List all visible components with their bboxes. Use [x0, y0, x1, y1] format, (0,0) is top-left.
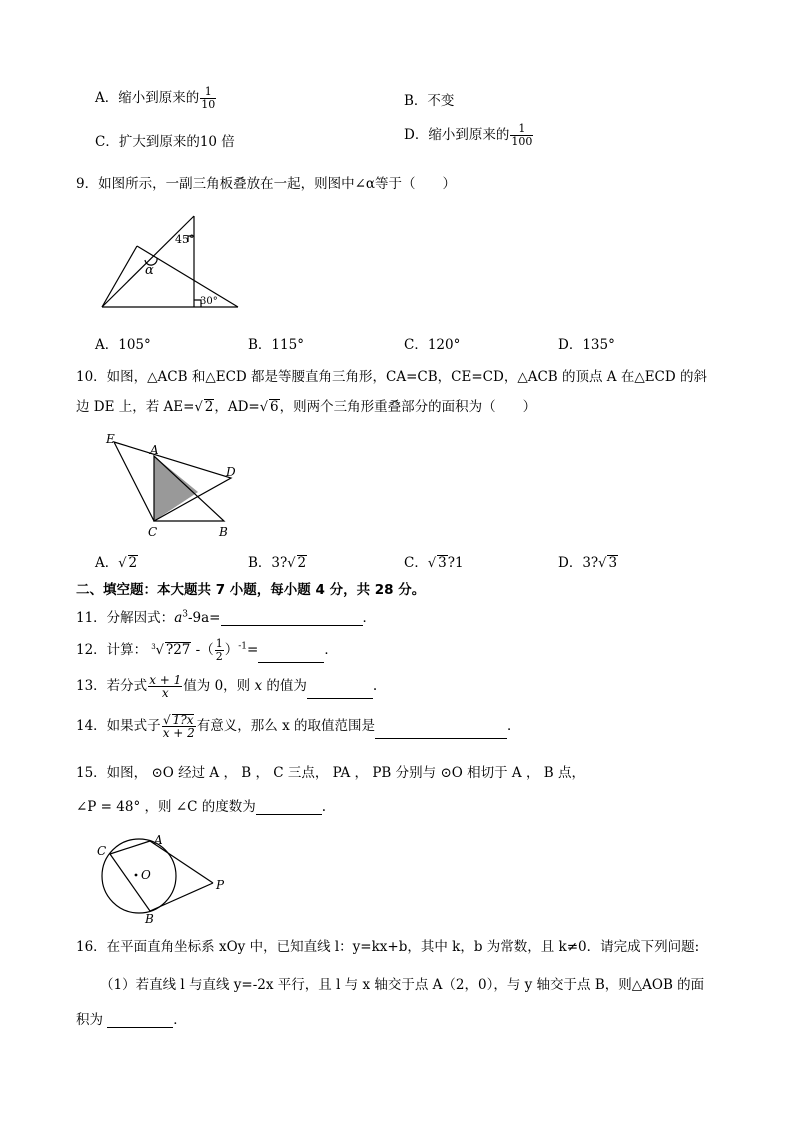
q8-option-d [404, 123, 534, 148]
text: -（ [191, 642, 214, 658]
q10-option-b [248, 551, 307, 571]
answer-blank[interactable] [256, 800, 322, 815]
q8-option-a-text: A．缩小到原来的 [95, 90, 200, 106]
text: 值为 0，则 [183, 678, 255, 694]
q10-stem-line2 [76, 395, 536, 415]
numerator: 1 [200, 86, 216, 99]
text: ∠P = 48° ，则 ∠C 的度数为 [76, 799, 256, 815]
q8-option-d-text: D．缩小到原来的 [404, 127, 510, 143]
text: 有意义，那么 x 的取值范围是 [196, 718, 375, 734]
text: 的值为 [262, 678, 307, 694]
sqrt-icon: √ [427, 556, 437, 571]
section-title: 二、填空题：本大题共 7 小题，每小题 4 分，共 28 分。 [76, 582, 426, 598]
label-45: 45° [175, 233, 195, 246]
label-30: 30° [200, 296, 218, 307]
answer-blank[interactable] [375, 724, 507, 739]
denominator: x + 2 [162, 726, 195, 740]
q12: 12．计算： $^3$√ ?27 -（ $\frac{1}{2}$ ）$^{-1}$= ． [76, 637, 338, 663]
q10-triangle-figure [100, 430, 245, 542]
radicand: 2 [204, 399, 214, 415]
q9-triangle-figure [95, 212, 245, 312]
q15-line2 [76, 795, 326, 815]
label-b: B [219, 525, 228, 539]
text: 12．计算： [76, 642, 148, 658]
q9-option-b: B．115° [248, 337, 304, 353]
answer-blank[interactable] [107, 1013, 173, 1028]
sqrt-icon: √ [259, 400, 269, 415]
center-dot [135, 874, 138, 877]
text: 边 DE 上，若 AE= [76, 399, 195, 415]
sqrt-icon: √ [118, 556, 127, 571]
q14 [76, 714, 520, 739]
label-alpha: α [145, 263, 154, 278]
sqrt-icon: √ [287, 556, 296, 571]
var: a [174, 610, 183, 626]
q9-stem: 9．如图所示，一副三角板叠放在一起，则图中∠α等于（ ） [76, 176, 457, 192]
radicand: ?27 [165, 642, 191, 658]
text: -9a= [187, 610, 221, 626]
q16-line1: 16．在平面直角坐标系 xOy 中，已知直线 l：y=kx+b，其中 k，b 为常数，且 k≠0．请完成下列问题: [76, 939, 700, 955]
exponent: 3 [182, 609, 188, 620]
q16-line2: （1）若直线 l 与直线 y=-2x 平行，且 l 与 x 轴交于点 A（2，0），与 y 轴交于点 B，则△AOB 的面 [100, 977, 705, 993]
label-d: D [226, 465, 236, 479]
radicand: 1?x [172, 713, 194, 727]
chord-cb [110, 854, 150, 911]
text: . [321, 799, 327, 815]
text: B．3? [248, 555, 288, 571]
text: 14．如果式子 [76, 718, 161, 734]
q15-line1: 15．如图， ⊙O 经过 A ， B ， C 三点， PA ， PB 分别与 ⊙O 相切于 A ， B 点， [76, 765, 585, 781]
text: A． [95, 555, 119, 571]
q10-stem-line1: 10．如图，△ACB 和△ECD 都是等腰直角三角形，CA=CB，CE=CD，△ACB 的顶点 A 在△ECD 的斜 [76, 369, 708, 385]
text: ． [324, 642, 338, 658]
sqrt-icon: √ [598, 556, 607, 571]
numerator: 1 [510, 123, 533, 136]
answer-blank[interactable] [258, 648, 324, 663]
label-a: A [150, 443, 159, 457]
text: D．3? [558, 555, 599, 571]
text: 11．分解因式： [76, 610, 175, 626]
cube-root-icon: √ [155, 643, 164, 658]
text: C． [404, 555, 428, 571]
label-e: E [106, 432, 115, 446]
q8-option-c: C．扩大到原来的10 倍 [95, 134, 235, 150]
radicand: 6 [270, 399, 279, 415]
q9-option-a: A．105° [95, 337, 151, 353]
label-b: B [145, 912, 154, 924]
label-p: P [216, 878, 225, 892]
denominator: 10 [201, 98, 216, 111]
text: ． [362, 610, 376, 626]
q15-circle-figure [95, 832, 235, 924]
hypotenuse-45 [102, 216, 194, 307]
fraction [148, 674, 182, 699]
answer-blank[interactable] [307, 684, 373, 699]
radicand: 3 [608, 555, 618, 571]
text: ． [506, 718, 521, 734]
var: x [254, 678, 263, 694]
answer-blank[interactable] [221, 611, 363, 626]
text: ?1 [447, 555, 464, 571]
q8-option-a [95, 86, 217, 111]
q10-option-d [558, 551, 618, 571]
tangent-pa [150, 841, 213, 883]
denominator: 2 [215, 650, 223, 663]
text: ） [224, 642, 239, 658]
fraction [510, 123, 533, 148]
q10-option-c [404, 551, 464, 571]
side-30 [102, 246, 137, 307]
text: = [247, 642, 259, 658]
text: ，AD= [214, 399, 260, 415]
q9-option-d: D．135° [558, 337, 615, 353]
denominator: x [161, 686, 169, 700]
label-c: C [148, 525, 158, 539]
numerator: x + 1 [149, 673, 182, 687]
q13 [76, 674, 377, 699]
text: 积为 [76, 1012, 108, 1028]
fraction [200, 86, 216, 111]
circle-o [102, 839, 176, 913]
label-c: C [97, 844, 107, 858]
sqrt-icon: √ [162, 713, 171, 727]
fraction [215, 638, 224, 663]
radicand: 2 [297, 555, 307, 571]
radicand: 2 [128, 555, 138, 571]
q11 [76, 606, 376, 626]
tangent-pb [150, 883, 213, 911]
radicand: 3 [438, 555, 447, 571]
text: ，则两个三角形重叠部分的面积为（ ） [279, 399, 537, 415]
q8-option-b: B．不变 [404, 93, 455, 109]
text: . [372, 678, 378, 694]
text: 13．若分式 [76, 678, 148, 694]
numerator: 1 [215, 637, 223, 650]
sqrt-icon: √ [194, 400, 203, 415]
q10-option-a [95, 551, 138, 571]
fraction [162, 714, 196, 739]
q16-line3 [76, 1008, 187, 1028]
q9-option-c: C．120° [404, 337, 461, 353]
denominator: 100 [511, 135, 533, 148]
exponent: -1 [238, 641, 248, 652]
label-o: O [141, 868, 151, 882]
text: ． [173, 1012, 187, 1028]
label-a: A [154, 833, 163, 847]
